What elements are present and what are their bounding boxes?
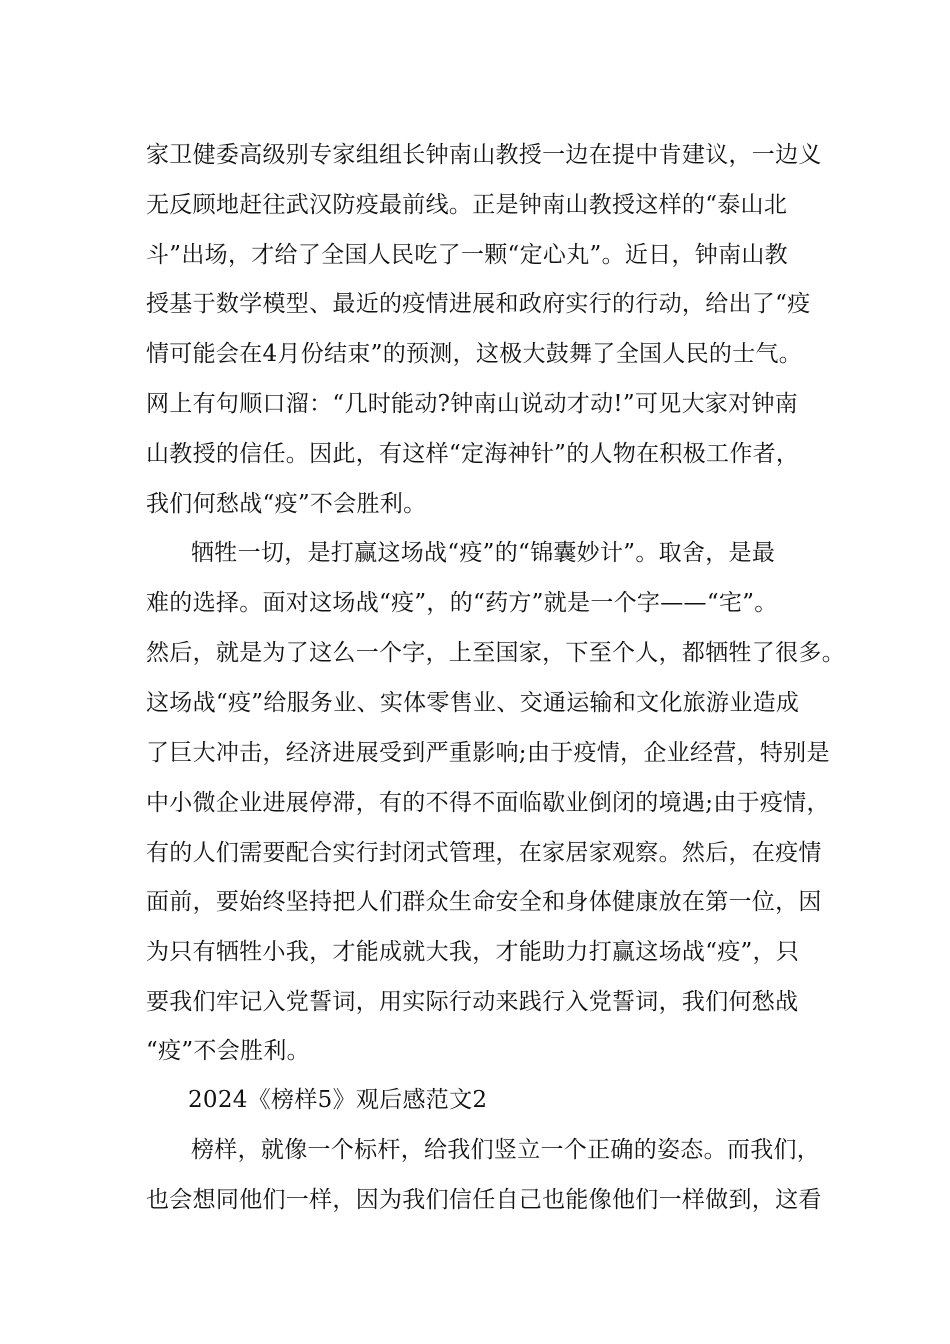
paragraph-line: 为只有牺牲小我，才能成就大我，才能助力打赢这场战“疫”，只	[146, 939, 800, 965]
paragraph-line: 也会想同他们一样，因为我们信任自己也能像他们一样做到，这看	[146, 1187, 822, 1213]
paragraph-line: 这场战“疫”给服务业、实体零售业、交通运输和文化旅游业造成	[146, 690, 800, 716]
paragraph-line: 中小微企业进展停滞，有的不得不面临歇业倒闭的境遇;由于疫情，	[146, 790, 830, 816]
paragraph-line: 授基于数学模型、最近的疫情进展和政府实行的行动，给出了“疫	[146, 291, 811, 317]
paragraph-line: 牺牲一切，是打赢这场战“疫”的“锦囊妙计”。取舍，是最	[191, 540, 776, 566]
paragraph-line: 要我们牢记入党誓词，用实际行动来践行入党誓词，我们何愁战	[146, 989, 799, 1015]
paragraph-line: 榜样，就像一个标杆，给我们竖立一个正确的姿态。而我们，	[191, 1137, 821, 1163]
paragraph-line: 无反顾地赶往武汉防疫最前线。正是钟南山教授这样的“泰山北	[146, 192, 788, 218]
paragraph-line: 情可能会在4月份结束”的预测，这极大鼓舞了全国人民的士气。	[146, 341, 803, 367]
paragraph-line: 斗”出场，才给了全国人民吃了一颗“定心丸”。近日，钟南山教	[146, 242, 788, 268]
section-heading: 2024《榜样5》观后感范文2	[188, 1087, 488, 1113]
paragraph-line: 了巨大冲击，经济进展受到严重影响;由于疫情，企业经营，特别是	[146, 740, 830, 766]
paragraph-line: 山教授的信任。因此，有这样“定海神针”的人物在积极工作者，	[146, 441, 800, 467]
paragraph-line: 难的选择。面对这场战“疫”，的“药方”就是一个字——“宅”。	[146, 590, 778, 616]
paragraph-line: “疫”不会胜利。	[146, 1038, 310, 1064]
paragraph-line: 然后，就是为了这么一个字，上至国家，下至个人，都牺牲了很多。	[146, 640, 845, 666]
paragraph-line: 网上有句顺口溜：“几时能动?钟南山说动才动!”可见大家对钟南	[146, 391, 799, 417]
paragraph-line: 家卫健委高级别专家组组长钟南山教授一边在提中肯建议，一边义	[146, 142, 822, 168]
paragraph-line: 我们何愁战“疫”不会胜利。	[146, 491, 427, 517]
paragraph-line: 有的人们需要配合实行封闭式管理，在家居家观察。然后，在疫情	[146, 840, 822, 866]
paragraph-line: 面前，要始终坚持把人们群众生命安全和身体健康放在第一位，因	[146, 889, 822, 915]
